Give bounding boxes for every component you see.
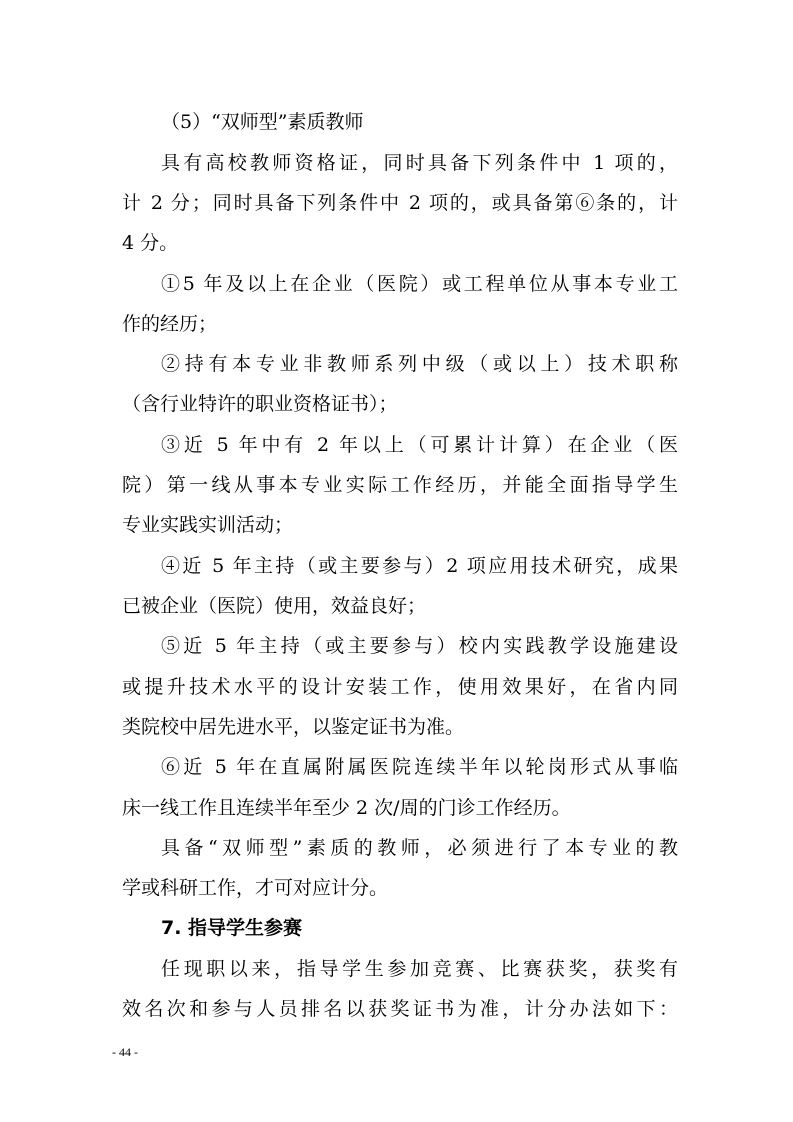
section-heading-guide-students: 7. 指导学生参赛	[161, 917, 303, 939]
paragraph-line: 效名次和参与人员排名以获奖证书为准，计分办法如下：	[122, 998, 678, 1020]
page-number: - 44 -	[112, 1045, 138, 1059]
paragraph-line: 具有高校教师资格证，同时具备下列条件中 1 项的，	[161, 152, 678, 174]
paragraph-line: 已被企业（医院）使用，效益良好；	[122, 595, 427, 617]
condition-item-5: ⑤近 5 年主持（或主要参与）校内实践教学设施建设	[161, 635, 678, 657]
paragraph-line: 类院校中居先进水平，以鉴定证书为准。	[122, 716, 465, 738]
paragraph-line: 具备“双师型”素质的教师，必须进行了本专业的教	[161, 837, 678, 859]
paragraph-line: 或提升技术水平的设计安装工作，使用效果好，在省内同	[122, 676, 678, 698]
condition-item-4: ④近 5 年主持（或主要参与）2 项应用技术研究，成果	[161, 555, 678, 577]
paragraph-line: 计 2 分；同时具备下列条件中 2 项的，或具备第⑥条的，计	[122, 192, 678, 214]
paragraph-line: 学或科研工作，才可对应计分。	[122, 877, 389, 899]
paragraph-line: 专业实践实训活动；	[122, 514, 294, 536]
condition-item-1: ①5 年及以上在企业（医院）或工程单位从事本专业工	[161, 273, 678, 295]
condition-item-2: ②持有本专业非教师系列中级（或以上）技术职称	[161, 353, 678, 375]
paragraph-line: （含行业特许的职业资格证书）；	[122, 393, 398, 415]
paragraph-line: 作的经历；	[122, 313, 218, 335]
paragraph-line: 4 分。	[122, 232, 179, 254]
subheading-double-qualified-teacher: （5）“双师型”素质教师	[161, 111, 364, 133]
paragraph-line: 院）第一线从事本专业实际工作经历，并能全面指导学生	[122, 474, 678, 496]
paragraph-line: 任现职以来，指导学生参加竞赛、比赛获奖，获奖有	[161, 958, 678, 980]
condition-item-6: ⑥近 5 年在直属附属医院连续半年以轮岗形式从事临	[161, 756, 678, 778]
condition-item-3: ③近 5 年中有 2 年以上（可累计计算）在企业（医	[161, 434, 678, 456]
paragraph-line: 床一线工作且连续半年至少 2 次/周的门诊工作经历。	[122, 797, 571, 819]
